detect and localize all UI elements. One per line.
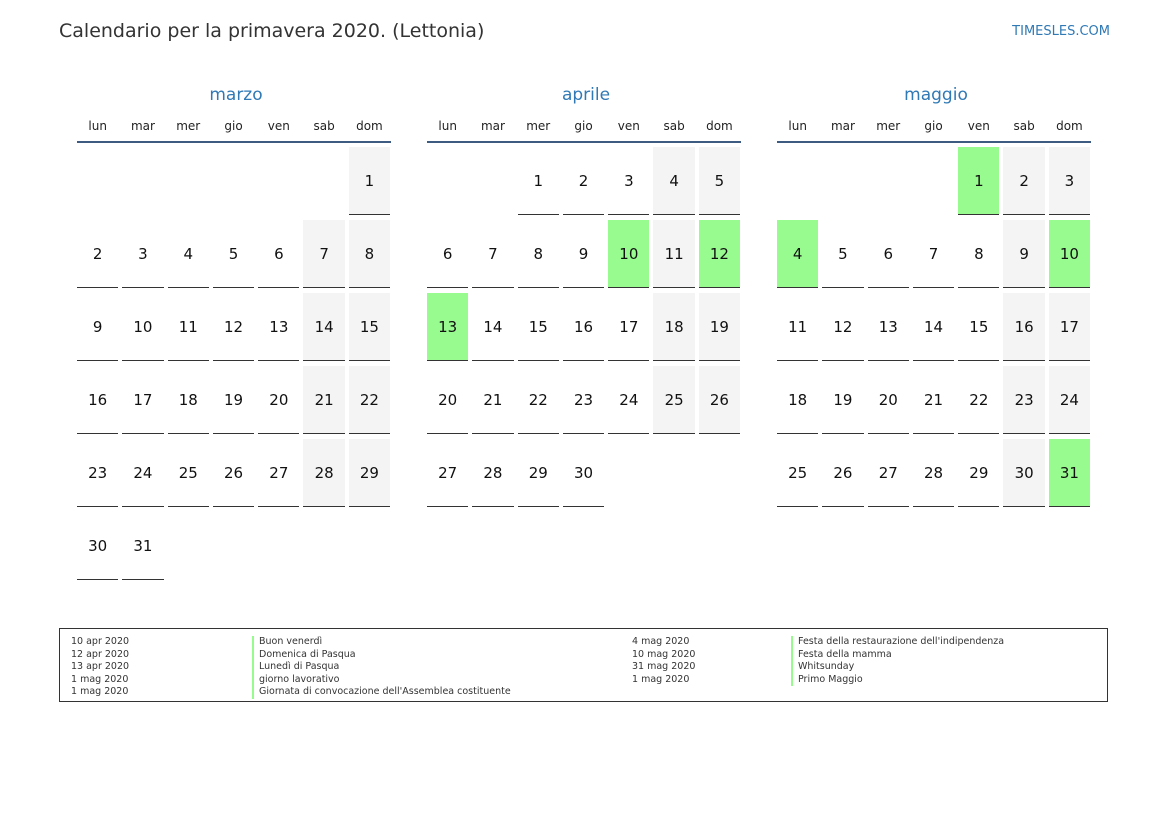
day-cell: 16 bbox=[77, 366, 118, 434]
weekday-label: lun bbox=[788, 119, 807, 133]
day-cell: 15 bbox=[518, 293, 559, 361]
weekday-label: mar bbox=[480, 119, 505, 133]
day-cell: 17 bbox=[1049, 293, 1090, 361]
day-cell: 23 bbox=[563, 366, 604, 434]
legend-date: 10 mag 2020 bbox=[632, 648, 696, 660]
weekday-label: mer bbox=[526, 119, 551, 133]
empty-day-cell bbox=[913, 147, 954, 214]
weekday-label: dom bbox=[1056, 119, 1083, 133]
weekday-label: sab bbox=[1013, 119, 1035, 133]
day-cell: 3 bbox=[1049, 147, 1090, 215]
legend-date: 1 mag 2020 bbox=[71, 673, 129, 685]
day-cell: 22 bbox=[349, 366, 390, 434]
day-cell: 8 bbox=[958, 220, 999, 288]
empty-day-cell bbox=[822, 147, 863, 214]
day-cell: 22 bbox=[958, 366, 999, 434]
legend-names-right bbox=[791, 636, 1004, 686]
weekday-label: sab bbox=[663, 119, 685, 133]
day-cell: 10 bbox=[1049, 220, 1090, 288]
day-cell: 13 bbox=[427, 293, 468, 361]
legend-date: 31 mag 2020 bbox=[632, 661, 696, 672]
day-cell: 8 bbox=[349, 220, 390, 288]
day-cell: 31 bbox=[1049, 439, 1090, 507]
day-cell: 1 bbox=[518, 147, 559, 215]
day-cell: 3 bbox=[608, 147, 649, 215]
page-title: Calendario per la primavera 2020. (Lettonia) bbox=[59, 20, 485, 42]
day-cell: 18 bbox=[777, 366, 818, 434]
day-cell: 27 bbox=[868, 439, 909, 507]
day-grid bbox=[77, 147, 391, 580]
day-cell: 7 bbox=[303, 220, 344, 288]
weekday-label: ven bbox=[267, 119, 290, 133]
weekday-label: sab bbox=[313, 119, 335, 133]
day-cell: 6 bbox=[427, 220, 468, 288]
weekday-header bbox=[427, 108, 741, 143]
empty-day-cell bbox=[303, 147, 344, 214]
weekday-label: gio bbox=[924, 119, 943, 133]
day-cell: 29 bbox=[958, 439, 999, 507]
day-cell: 23 bbox=[1003, 366, 1044, 434]
day-cell: 25 bbox=[168, 439, 209, 507]
legend-dates-right bbox=[632, 636, 695, 686]
legend-holiday-name: Whitsunday bbox=[791, 661, 1004, 674]
day-cell: 23 bbox=[77, 439, 118, 507]
weekday-header bbox=[77, 108, 391, 143]
weekday-label: mer bbox=[876, 119, 901, 133]
month-2 bbox=[777, 82, 1095, 507]
day-cell: 24 bbox=[122, 439, 163, 507]
day-cell: 11 bbox=[168, 293, 209, 361]
legend-date: 10 apr 2020 bbox=[71, 636, 130, 647]
legend-holiday-name: giorno lavorativo bbox=[252, 674, 511, 687]
day-cell: 9 bbox=[77, 293, 118, 361]
day-cell: 15 bbox=[349, 293, 390, 361]
day-cell: 2 bbox=[563, 147, 604, 215]
day-cell: 18 bbox=[168, 366, 209, 434]
weekday-label: lun bbox=[88, 119, 107, 133]
weekday-label: mar bbox=[130, 119, 155, 133]
day-cell: 29 bbox=[349, 439, 390, 507]
empty-day-cell bbox=[868, 147, 909, 214]
day-cell: 22 bbox=[518, 366, 559, 434]
day-cell: 4 bbox=[777, 220, 818, 288]
weekday-label: dom bbox=[706, 119, 733, 133]
month-name: aprile bbox=[561, 85, 611, 105]
empty-day-cell bbox=[77, 147, 118, 214]
day-cell: 16 bbox=[1003, 293, 1044, 361]
day-cell: 18 bbox=[653, 293, 694, 361]
day-cell: 17 bbox=[608, 293, 649, 361]
weekday-label: lun bbox=[438, 119, 457, 133]
day-cell: 5 bbox=[699, 147, 740, 215]
day-grid bbox=[427, 147, 741, 507]
day-cell: 30 bbox=[77, 512, 118, 580]
legend-holiday-name: Festa della mamma bbox=[791, 649, 1004, 662]
empty-day-cell bbox=[168, 147, 209, 214]
day-cell: 28 bbox=[472, 439, 513, 507]
weekday-label: mar bbox=[830, 119, 855, 133]
day-cell: 19 bbox=[213, 366, 254, 434]
legend-date: 12 apr 2020 bbox=[71, 648, 130, 660]
day-cell: 28 bbox=[303, 439, 344, 507]
holiday-legend bbox=[59, 628, 1108, 702]
day-cell: 11 bbox=[777, 293, 818, 361]
empty-day-cell bbox=[777, 147, 818, 214]
empty-day-cell bbox=[122, 147, 163, 214]
site-link[interactable]: TIMESLES.COM bbox=[1012, 24, 1110, 39]
day-cell: 31 bbox=[122, 512, 163, 580]
day-cell: 7 bbox=[472, 220, 513, 288]
day-cell: 14 bbox=[303, 293, 344, 361]
day-cell: 20 bbox=[868, 366, 909, 434]
legend-date: 13 apr 2020 bbox=[71, 661, 130, 672]
day-cell: 30 bbox=[1003, 439, 1044, 507]
day-cell: 3 bbox=[122, 220, 163, 288]
empty-day-cell bbox=[258, 147, 299, 214]
legend-names-left bbox=[252, 636, 511, 699]
day-cell: 10 bbox=[122, 293, 163, 361]
legend-holiday-name: Domenica di Pasqua bbox=[252, 649, 511, 662]
day-cell: 1 bbox=[349, 147, 390, 215]
day-cell: 6 bbox=[258, 220, 299, 288]
day-cell: 9 bbox=[563, 220, 604, 288]
weekday-label: dom bbox=[356, 119, 383, 133]
empty-day-cell bbox=[472, 147, 513, 214]
weekday-label: ven bbox=[617, 119, 640, 133]
day-cell: 24 bbox=[1049, 366, 1090, 434]
weekday-header bbox=[777, 108, 1091, 143]
day-cell: 30 bbox=[563, 439, 604, 507]
legend-holiday-name: Primo Maggio bbox=[791, 674, 1004, 687]
day-cell: 1 bbox=[958, 147, 999, 215]
legend-holiday-name: Giornata di convocazione dell'Assemblea costituente bbox=[252, 686, 511, 699]
day-cell: 21 bbox=[303, 366, 344, 434]
day-cell: 5 bbox=[822, 220, 863, 288]
day-cell: 25 bbox=[653, 366, 694, 434]
day-cell: 12 bbox=[822, 293, 863, 361]
day-cell: 14 bbox=[472, 293, 513, 361]
day-grid bbox=[777, 147, 1091, 507]
legend-dates-left bbox=[71, 636, 129, 699]
day-cell: 26 bbox=[213, 439, 254, 507]
day-cell: 4 bbox=[653, 147, 694, 215]
weekday-label: gio bbox=[574, 119, 593, 133]
weekday-label: mer bbox=[176, 119, 201, 133]
weekday-label: ven bbox=[967, 119, 990, 133]
day-cell: 4 bbox=[168, 220, 209, 288]
day-cell: 2 bbox=[77, 220, 118, 288]
weekday-label: gio bbox=[224, 119, 243, 133]
legend-date: 1 mag 2020 bbox=[71, 686, 129, 697]
day-cell: 16 bbox=[563, 293, 604, 361]
legend-holiday-name: Lunedì di Pasqua bbox=[252, 661, 511, 674]
day-cell: 12 bbox=[699, 220, 740, 288]
day-cell: 10 bbox=[608, 220, 649, 288]
empty-day-cell bbox=[213, 147, 254, 214]
legend-holiday-name: Buon venerdì bbox=[252, 636, 511, 649]
day-cell: 6 bbox=[868, 220, 909, 288]
day-cell: 11 bbox=[653, 220, 694, 288]
month-0 bbox=[77, 82, 395, 580]
empty-day-cell bbox=[427, 147, 468, 214]
day-cell: 28 bbox=[913, 439, 954, 507]
day-cell: 12 bbox=[213, 293, 254, 361]
day-cell: 8 bbox=[518, 220, 559, 288]
day-cell: 13 bbox=[258, 293, 299, 361]
month-name: marzo bbox=[209, 85, 263, 105]
day-cell: 25 bbox=[777, 439, 818, 507]
day-cell: 19 bbox=[699, 293, 740, 361]
day-cell: 13 bbox=[868, 293, 909, 361]
day-cell: 15 bbox=[958, 293, 999, 361]
day-cell: 9 bbox=[1003, 220, 1044, 288]
month-1 bbox=[427, 82, 745, 507]
legend-date: 4 mag 2020 bbox=[632, 636, 690, 647]
day-cell: 19 bbox=[822, 366, 863, 434]
legend-holiday-name: Festa della restaurazione dell'indipendenza bbox=[791, 636, 1004, 649]
day-cell: 27 bbox=[427, 439, 468, 507]
month-name: maggio bbox=[904, 85, 968, 105]
day-cell: 21 bbox=[472, 366, 513, 434]
day-cell: 17 bbox=[122, 366, 163, 434]
day-cell: 20 bbox=[258, 366, 299, 434]
day-cell: 24 bbox=[608, 366, 649, 434]
day-cell: 14 bbox=[913, 293, 954, 361]
day-cell: 20 bbox=[427, 366, 468, 434]
day-cell: 27 bbox=[258, 439, 299, 507]
day-cell: 26 bbox=[822, 439, 863, 507]
day-cell: 26 bbox=[699, 366, 740, 434]
day-cell: 5 bbox=[213, 220, 254, 288]
day-cell: 21 bbox=[913, 366, 954, 434]
day-cell: 2 bbox=[1003, 147, 1044, 215]
day-cell: 7 bbox=[913, 220, 954, 288]
legend-date: 1 mag 2020 bbox=[632, 673, 690, 685]
day-cell: 29 bbox=[518, 439, 559, 507]
